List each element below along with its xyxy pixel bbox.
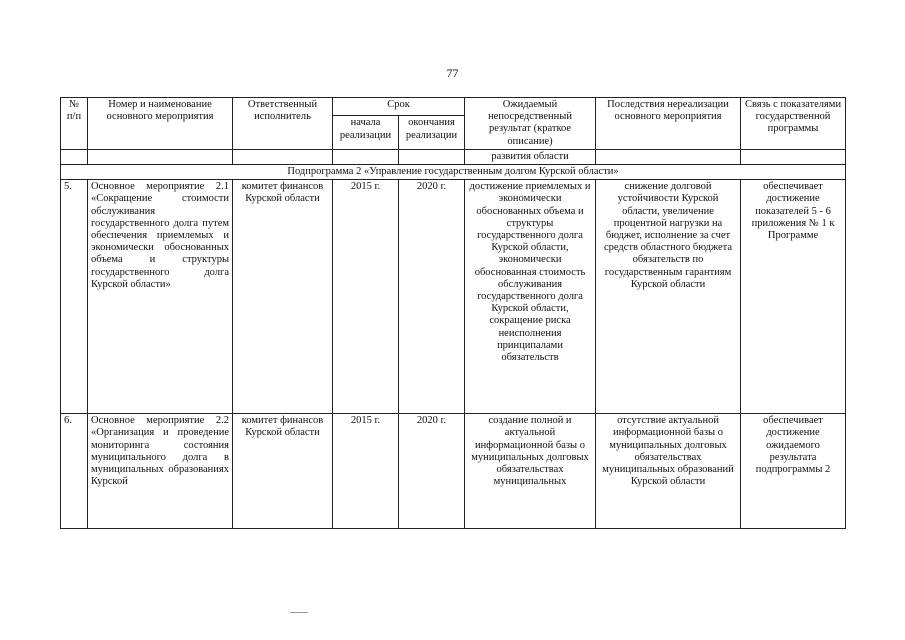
header-num: № п/п (61, 98, 88, 150)
page-number: 77 (446, 66, 459, 80)
row-responsible: комитет финансов Курской области (233, 414, 333, 529)
row-link: обеспечивает достижение показателей 5 - 6 приложения № 1 к Программе (741, 180, 846, 414)
scan-mark (290, 612, 308, 613)
table-row (61, 180, 846, 414)
header-link: Связь с показателями государственной программы (741, 98, 846, 150)
measures-table (60, 97, 846, 529)
row-end: 2020 г. (399, 414, 465, 529)
row-consequences: отсутствие актуальной информационной базы о муниципальных долговых обязательствах муниципальных образований Курской области (596, 414, 741, 529)
header-row (61, 98, 846, 116)
header-term-end: окончания реализации (399, 116, 465, 149)
header-name: Номер и наименование основного мероприятия (88, 98, 233, 150)
row-result: создание полной и актуальной информационной базы о муниципальных долговых обязательствах муниципальных (465, 414, 596, 529)
row-start: 2015 г. (333, 180, 399, 414)
row-name: Основное мероприятие 2.2 «Организация и проведение мониторинга состояния муниципального долга в муниципальных образованиях Курской (88, 414, 233, 529)
continuation-cell (596, 149, 741, 164)
header-consequences: Последствия нереализации основного мероприятия (596, 98, 741, 150)
row-result: достижение приемлемых и экономически обоснованных объема и структуры государственного долга Курской области, экономически обоснованная стоимость обслуживания государственного долга Курской области, сокращение риска неисполнения принципалами обязательств (465, 180, 596, 414)
continuation-cell (61, 149, 88, 164)
continuation-cell (233, 149, 333, 164)
continuation-cell (399, 149, 465, 164)
row-link: обеспечивает достижение ожидаемого результата подпрограммы 2 (741, 414, 846, 529)
row-start: 2015 г. (333, 414, 399, 529)
header-result: Ожидаемый непосредственный результат (краткое описание) (465, 98, 596, 150)
subprogram-row (61, 165, 846, 180)
row-num: 5. (61, 180, 88, 414)
continuation-cell (333, 149, 399, 164)
header-responsible: Ответственный исполнитель (233, 98, 333, 150)
continuation-cell (741, 149, 846, 164)
continuation-cell (88, 149, 233, 164)
row-name: Основное мероприятие 2.1 «Сокращение стоимости обслуживания государственного долга путем обеспечения приемлемых и экономически обоснованных объема и структуры государственного долга Курской области» (88, 180, 233, 414)
header-term-start: начала реализации (333, 116, 399, 149)
row-consequences: снижение долговой устойчивости Курской области, увеличение процентной нагрузки на бюджет, исполнение за счет средств областного бюджета обязательств по государственным гарантиям Курской области (596, 180, 741, 414)
continuation-result: развития области (465, 149, 596, 164)
row-responsible: комитет финансов Курской области (233, 180, 333, 414)
row-end: 2020 г. (399, 180, 465, 414)
table-row (61, 414, 846, 529)
subprogram-title: Подпрограмма 2 «Управление государственным долгом Курской области» (61, 165, 846, 180)
continuation-row (61, 149, 846, 164)
header-term: Срок (333, 98, 465, 116)
row-num: 6. (61, 414, 88, 529)
